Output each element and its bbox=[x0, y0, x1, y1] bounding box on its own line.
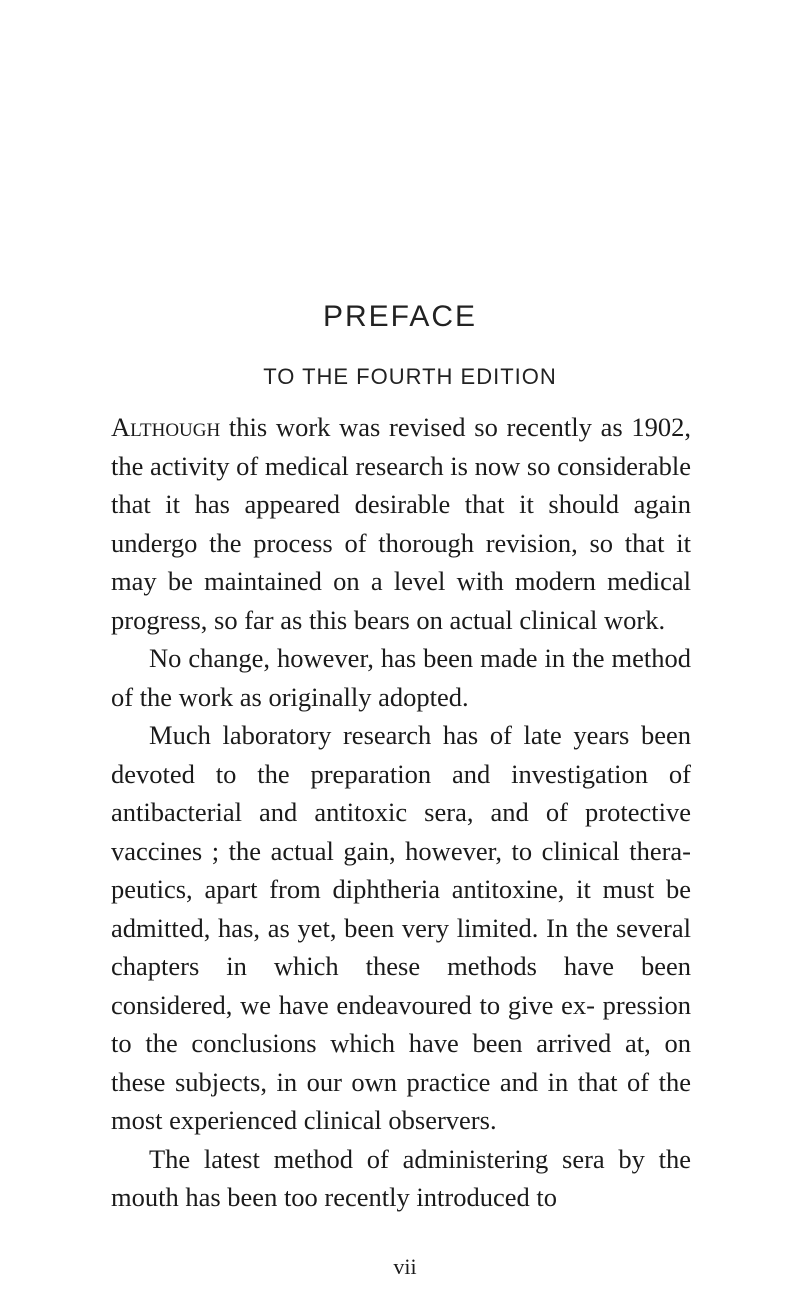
page-subtitle: TO THE FOURTH EDITION bbox=[263, 364, 557, 389]
paragraph-3: Much laboratory research has of late years been devoted to the preparation and investigation of antibacterial and antitoxic sera, and of protective vaccines ; the actual gain, however, to clinical thera- peutics, apart from diphtheria antitoxine, it must be admitted, has, as yet, been very limited. In the several chapters in which these methods have been considered, we have endeavoured to give ex- pression to the conclusions which have been arrived at, on these subjects, in our own practice and in that of the most experienced clinical observers. bbox=[111, 720, 691, 1135]
page-number: vii bbox=[393, 1254, 417, 1279]
paragraph-1-text: this work was revised so recently as 1902, the activity of medical research is now so considerable that it has appeared desirable that it should again undergo the process of thorough revision, so that it may be maintained on a level with modern medical progress, so far as this bears on actual clinical work. bbox=[111, 412, 691, 635]
paragraph-1 bbox=[111, 408, 691, 639]
paragraph-2: No change, however, has been made in the method of the work as originally adopted. bbox=[111, 643, 691, 712]
paragraph-1-first-word: Although bbox=[111, 412, 221, 442]
page-title: PREFACE bbox=[322, 300, 478, 333]
paragraph-4: The latest method of administering sera by the mouth has been too recently introduced to bbox=[111, 1143, 691, 1212]
preface-body bbox=[111, 408, 691, 1217]
